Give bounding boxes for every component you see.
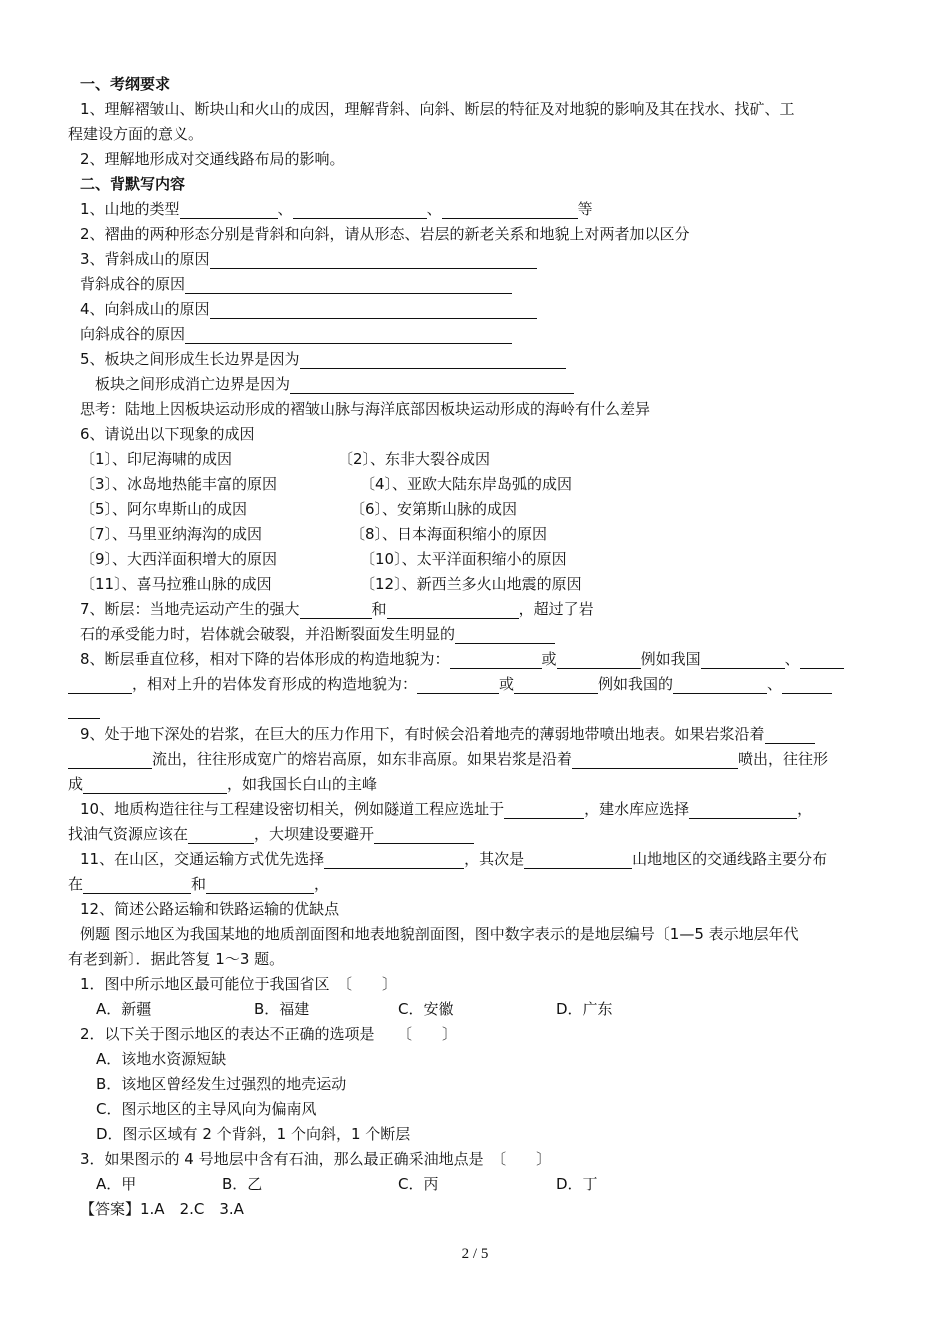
q4a-text: 4、向斜成山的原因 [80, 300, 210, 318]
q9-text-b: 流出，往往形成宽广的熔岩高原，如东非高原。如果岩浆是沿着 [152, 750, 573, 768]
q10-text-b: ，建水库应选择 [584, 800, 690, 818]
q8-text-e: ，相对上升的岩体发育形成的构造地貌为： [132, 675, 418, 693]
q9-text-c: 喷出，往往形 [738, 750, 829, 768]
q7-text-c: ，超过了岩 [518, 600, 594, 618]
question-8-line-3 [68, 699, 100, 719]
q6-item-3: 〔3〕、冰岛地热能丰富的原因 [80, 475, 278, 493]
q8-blank-2[interactable] [557, 652, 641, 669]
question-4b [80, 324, 512, 344]
q8-blank-6[interactable] [514, 677, 598, 694]
q10-text-c: ， [797, 800, 813, 818]
mc-q1-option-b[interactable]: B．福建 [254, 1000, 310, 1018]
q8-text-c: 例如我国 [640, 650, 701, 668]
q9-blank-2[interactable] [572, 752, 738, 769]
q4a-blank[interactable] [210, 302, 537, 319]
q10-text-d: 找油气资源应该在 [68, 825, 189, 843]
q11-blank-3[interactable] [83, 877, 191, 894]
mc-q2-option-b[interactable]: B．该地区曾经发生过强烈的地壳运动 [96, 1075, 347, 1093]
q10-blank-2[interactable] [689, 802, 797, 819]
example-line-1: 例题 图示地区为我国某地的地质剖面图和地表地貌剖面图，图中数字表示的是地层编号〔1—5 表示地层年代 [80, 925, 799, 943]
mc-q3-option-b[interactable]: B．乙 [222, 1175, 263, 1193]
q8-text-b: 或 [541, 650, 557, 668]
mc-question-3-stem: 3．如果图示的 4 号地层中含有石油，那么最正确采油地点是 〔 〕 [80, 1150, 552, 1168]
q11-blank-4[interactable] [206, 877, 314, 894]
mc-q3-option-d[interactable]: D．丁 [556, 1175, 598, 1193]
q5a-text: 5、板块之间形成生长边界是因为 [80, 350, 300, 368]
q9-blank-1b[interactable] [68, 752, 152, 769]
q1-blank-1[interactable] [180, 202, 278, 219]
q8-text-f: 或 [499, 675, 515, 693]
q7-text-d: 石的承受能力时，岩体就会破裂，并沿断裂面发生明显的 [80, 625, 456, 643]
answer-key: 【答案】1.A 2.C 3.A [80, 1200, 244, 1218]
mc-q1-option-c[interactable]: C．安徽 [398, 1000, 454, 1018]
q6-item-7: 〔7〕、马里亚纳海沟的成因 [80, 525, 263, 543]
question-9-line-3 [68, 774, 377, 794]
question-3b [80, 274, 512, 294]
question-9-line-2 [68, 749, 828, 769]
q3a-text: 3、背斜成山的原因 [80, 250, 210, 268]
question-9-line-1 [80, 724, 815, 744]
mc-q3-option-a[interactable]: A．甲 [96, 1175, 137, 1193]
q5a-blank[interactable] [300, 352, 566, 369]
question-11-line-2 [68, 874, 329, 894]
mc-question-2-stem: 2．以下关于图示地区的表达不正确的选项是 〔 〕 [80, 1025, 458, 1043]
q3b-text: 背斜成谷的原因 [80, 275, 186, 293]
q10-text-e: ，大坝建设要避开 [254, 825, 375, 843]
question-8-line-2 [68, 674, 832, 694]
q11-text-e: 和 [191, 875, 207, 893]
q8-text-d: 、 [784, 650, 800, 668]
q9-blank-1a[interactable] [765, 727, 815, 744]
q9-text-d: 成 [68, 775, 84, 793]
question-5b [95, 374, 574, 394]
q4b-text: 向斜成谷的原因 [80, 325, 186, 343]
section-2-title: 二、背默写内容 [80, 175, 186, 193]
mc-q2-option-a[interactable]: A．该地水资源短缺 [96, 1050, 227, 1068]
mc-question-1-stem: 1．图中所示地区最可能位于我国省区 〔 〕 [80, 975, 398, 993]
q6-item-6: 〔6〕、安第斯山脉的成因 [350, 500, 518, 518]
q1-text-a: 1、山地的类型 [80, 200, 180, 218]
q8-blank-5[interactable] [417, 677, 499, 694]
section-1-line-2: 2、理解地形成对交通线路布局的影响。 [80, 150, 345, 168]
q6-item-12: 〔12〕、新西兰多火山地震的原因 [360, 575, 582, 593]
q8-blank-4b[interactable] [68, 677, 132, 694]
question-10-line-1 [80, 799, 812, 819]
q1-blank-3[interactable] [442, 202, 578, 219]
q8-blank-3[interactable] [701, 652, 785, 669]
q6-item-11: 〔11〕、喜马拉雅山脉的成因 [80, 575, 272, 593]
q8-text-h: 、 [767, 675, 783, 693]
question-3a [80, 249, 537, 269]
q1-text-b: 、 [277, 200, 293, 218]
mc-q3-option-c[interactable]: C．丙 [398, 1175, 439, 1193]
mc-q1-option-d[interactable]: D．广东 [556, 1000, 613, 1018]
q10-blank-4[interactable] [374, 827, 474, 844]
q5b-text: 板块之间形成消亡边界是因为 [95, 375, 291, 393]
q8-text-a: 8、断层垂直位移，相对下降的岩体形成的构造地貌为： [80, 650, 450, 668]
q11-text-f: ， [314, 875, 330, 893]
mc-q2-option-d[interactable]: D．图示区域有 2 个背斜，1 个向斜，1 个断层 [96, 1125, 411, 1143]
q7-blank-3[interactable] [455, 627, 555, 644]
question-5a [80, 349, 566, 369]
question-6: 6、请说出以下现象的成因 [80, 425, 255, 443]
q8-blank-4a[interactable] [800, 652, 844, 669]
q10-blank-3[interactable] [188, 827, 254, 844]
section-1-line-1a: 1、理解褶皱山、断块山和火山的成因，理解背斜、向斜、断层的特征及对地貌的影响及其在找水、找矿、工 [80, 100, 795, 118]
q1-text-c: 、 [426, 200, 442, 218]
q11-text-b: ，其次是 [464, 850, 525, 868]
question-8-line-1 [80, 649, 844, 669]
q11-blank-2[interactable] [524, 852, 632, 869]
page-number: 2 / 5 [461, 1246, 489, 1262]
q6-item-8: 〔8〕、日本海面积缩小的原因 [350, 525, 548, 543]
q6-item-10: 〔10〕、太平洋面积缩小的原因 [360, 550, 567, 568]
q8-text-g: 例如我国的 [598, 675, 674, 693]
q11-blank-1[interactable] [324, 852, 464, 869]
q1-text-d: 等 [577, 200, 593, 218]
question-7-line-2 [80, 624, 555, 644]
q7-text-b: 和 [371, 600, 387, 618]
q9-text-e: ，如我国长白山的主峰 [227, 775, 378, 793]
mc-q1-option-a[interactable]: A．新疆 [96, 1000, 152, 1018]
q11-text-d: 在 [68, 875, 84, 893]
q8-blank-1[interactable] [450, 652, 542, 669]
q9-text-a: 9、处于地下深处的岩浆，在巨大的压力作用下，有时候会沿着地壳的薄弱地带喷出地表。如果岩浆沿着 [80, 725, 765, 743]
question-2: 2、褶曲的两种形态分别是背斜和向斜，请从形态、岩层的新老关系和地貌上对两者加以区分 [80, 225, 690, 243]
q10-text-a: 10、地质构造往往与工程建设密切相关，例如隧道工程应选址于 [80, 800, 505, 818]
q8-blank-8b[interactable] [68, 702, 100, 719]
example-line-2: 有老到新〕．据此答复 1～3 题。 [68, 950, 285, 968]
question-11-line-1 [80, 849, 827, 869]
question-7-line-1 [80, 599, 594, 619]
q10-blank-1[interactable] [504, 802, 584, 819]
question-4a [80, 299, 537, 319]
q6-item-2: 〔2〕、东非大裂谷成因 [338, 450, 491, 468]
section-1-title: 一、考纲要求 [80, 75, 171, 93]
q11-text-a: 11、在山区，交通运输方式优先选择 [80, 850, 325, 868]
q6-item-4: 〔4〕、亚欧大陆东岸岛弧的成因 [360, 475, 573, 493]
q6-item-1: 〔1〕、印尼海啸的成因 [80, 450, 233, 468]
question-1 [80, 199, 593, 219]
q9-blank-3[interactable] [83, 777, 227, 794]
question-10-line-2 [68, 824, 474, 844]
q7-text-a: 7、断层：当地壳运动产生的强大 [80, 600, 300, 618]
question-12: 12、简述公路运输和铁路运输的优缺点 [80, 900, 340, 918]
q7-blank-2[interactable] [387, 602, 519, 619]
q8-blank-8a[interactable] [782, 677, 832, 694]
section-1-line-1b: 程建设方面的意义。 [68, 125, 204, 143]
q11-text-c: 山地地区的交通线路主要分布 [632, 850, 828, 868]
mc-q2-option-c[interactable]: C．图示地区的主导风向为偏南风 [96, 1100, 317, 1118]
q6-item-5: 〔5〕、阿尔卑斯山的成因 [80, 500, 248, 518]
q5b-blank[interactable] [290, 377, 574, 394]
q3b-blank[interactable] [185, 277, 512, 294]
q3a-blank[interactable] [210, 252, 537, 269]
think-question: 思考：陆地上因板块运动形成的褶皱山脉与海洋底部因板块运动形成的海岭有什么差异 [80, 400, 651, 418]
q8-blank-7[interactable] [673, 677, 767, 694]
q7-blank-1[interactable] [300, 602, 372, 619]
q4b-blank[interactable] [185, 327, 512, 344]
q6-item-9: 〔9〕、大西洋面积增大的原因 [80, 550, 278, 568]
q1-blank-2[interactable] [293, 202, 427, 219]
